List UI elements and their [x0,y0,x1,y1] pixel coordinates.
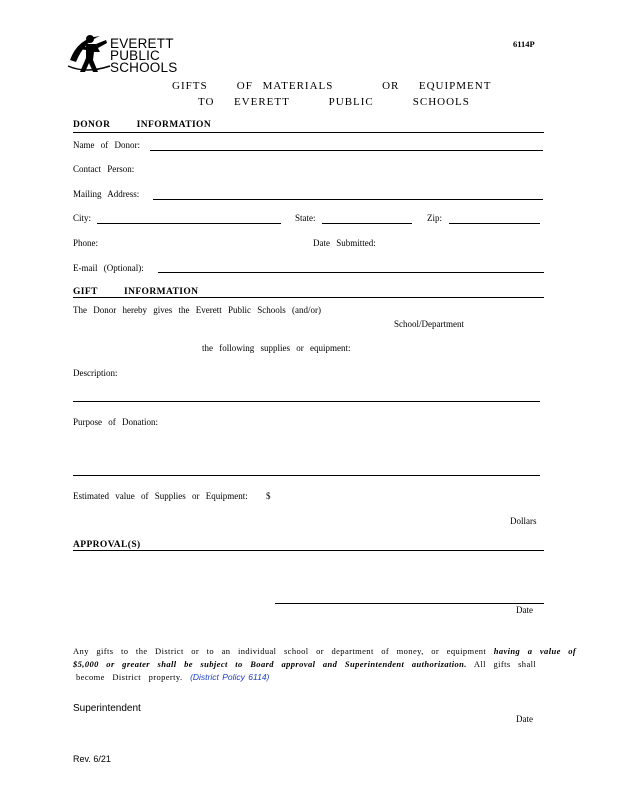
donor-heading-rule [73,132,544,133]
form-title-line2: TO EVERETT PUBLIC SCHOOLS [198,96,470,108]
donor-information-heading: DONOR INFORMATION [73,120,212,130]
gift-information-heading: GIFT INFORMATION [73,287,199,297]
zip-field[interactable] [449,223,540,224]
logo-text-schools: SCHOOLS [110,60,178,75]
zip-label: Zip: [427,213,442,223]
policy-line-1-text: Any gifts to the District or to an individual school or department of money, or equipment [73,646,487,656]
mailing-address-field[interactable] [153,199,543,200]
approval-signature-field[interactable] [275,603,544,604]
revision-date: Rev. 6/21 [73,754,111,764]
policy-line-3 [73,671,576,684]
name-of-donor-field[interactable] [150,150,543,151]
mailing-address-label: Mailing Address: [73,189,140,199]
policy-line-3-text: become District property. [76,672,183,682]
dollar-sign: $ [266,491,271,501]
approval-date-label: Date [516,605,533,615]
city-field[interactable] [97,223,281,224]
form-title-line1: GIFTS OF MATERIALS OR EQUIPMENT [172,80,492,92]
purpose-field[interactable] [73,475,540,476]
swoosh-figure-icon [66,30,114,76]
state-field[interactable] [322,223,412,224]
logo-text-everett: EVERETT [110,36,174,51]
email-field[interactable] [158,272,544,273]
policy-line-2 [73,658,576,671]
following-supplies-text: the following supplies or equipment: [202,343,351,353]
superintendent-date-label: Date [516,714,533,724]
approvals-heading-rule [73,550,544,551]
estimated-value-label: Estimated value of Supplies or Equipment: [73,491,248,501]
description-label: Description: [73,368,118,378]
city-label: City: [73,213,92,223]
phone-label: Phone: [73,238,99,248]
donor-statement: The Donor hereby gives the Everett Public Schools (and/or) [73,305,321,315]
superintendent-label: Superintendent [73,703,141,714]
approvals-heading: APPROVAL(S) [73,540,141,550]
form-number: 6114P [513,39,535,49]
district-logo [66,30,186,76]
logo-text-public: PUBLIC [110,48,160,63]
description-field[interactable] [73,401,540,402]
state-label: State: [295,213,316,223]
district-policy-link[interactable]: (District Policy 6114) [190,672,270,682]
purpose-label: Purpose of Donation: [73,417,158,427]
dollars-label: Dollars [510,516,537,526]
policy-line-1 [73,645,576,658]
policy-note [73,645,576,684]
policy-line-2-emphasis: $5,000 or greater shall be subject to Board approval and Superintendent authorization. [73,659,467,669]
gift-heading-rule [73,297,544,298]
email-label: E-mail (Optional): [73,263,144,273]
policy-line-2-text: All gifts shall [473,659,537,669]
date-submitted-label: Date Submitted: [313,238,376,248]
contact-person-label: Contact Person: [73,164,135,174]
school-department-label: School/Department [394,319,464,329]
policy-line-1-emphasis: having a value of [493,646,577,656]
name-of-donor-label: Name of Donor: [73,140,140,150]
